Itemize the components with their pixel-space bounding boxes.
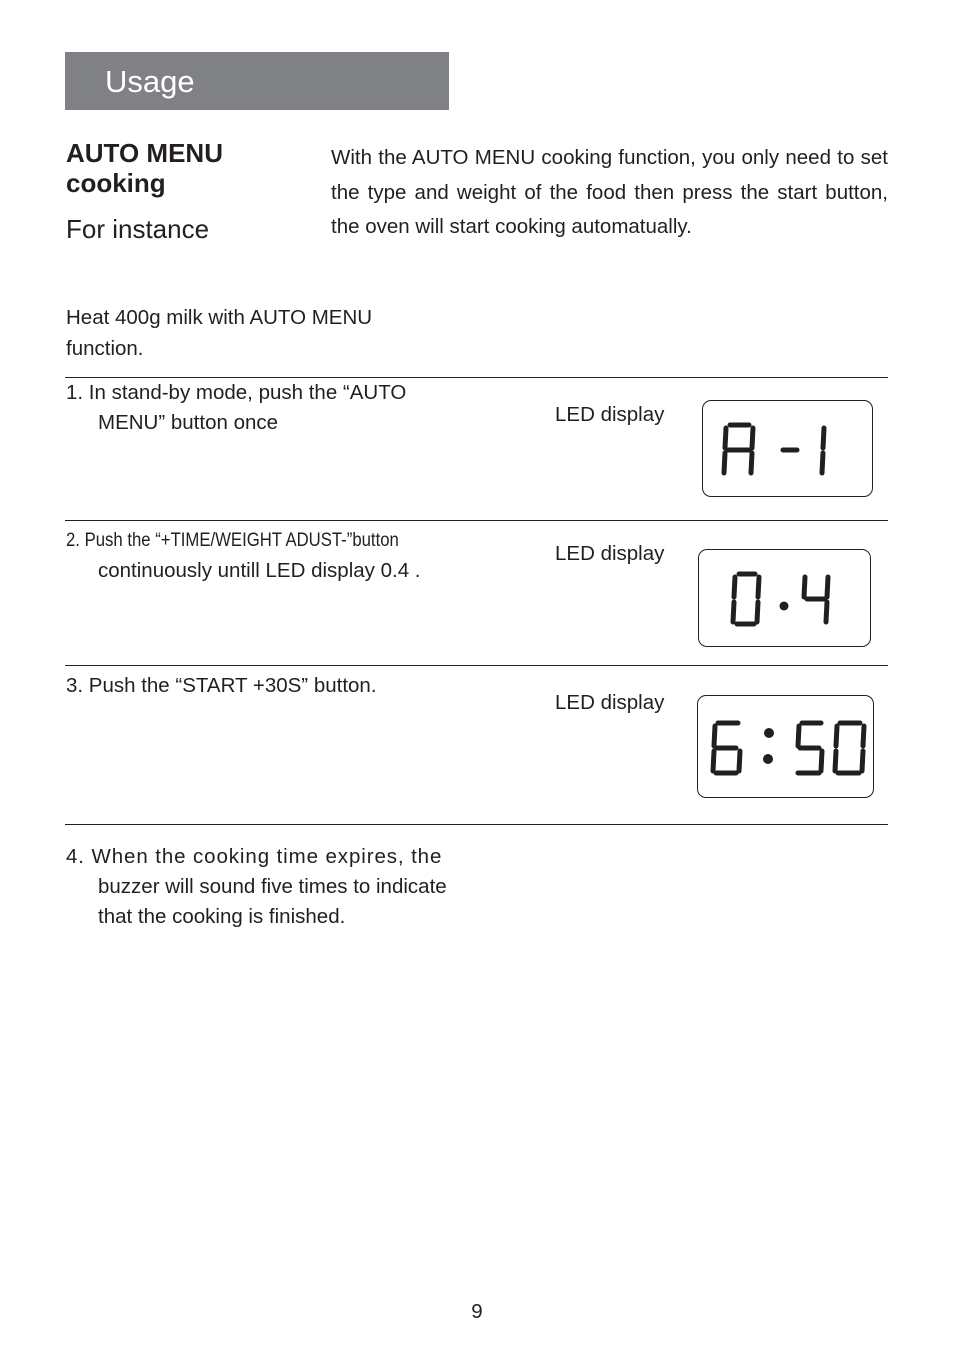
header-title: Usage xyxy=(105,64,195,99)
section-header-bar xyxy=(65,52,449,110)
led-digits xyxy=(703,401,872,496)
led-digits xyxy=(699,550,870,646)
step-4-line-2: buzzer will sound five times to indicate xyxy=(98,875,447,898)
subheading: For instance xyxy=(66,214,210,244)
step-2 xyxy=(66,525,496,586)
intro-paragraph: With the AUTO MENU cooking function, you only need to set the type and weight of the food then press the start button, the oven will start cooking automatually. xyxy=(331,146,888,238)
section-title: AUTO MENU cooking xyxy=(66,138,223,198)
step-2-line-2: continuously untill LED display 0.4 . xyxy=(98,559,421,582)
divider xyxy=(65,520,888,521)
step-1-line-2: MENU” button once xyxy=(98,411,279,434)
step-3 xyxy=(66,671,496,701)
step-4-line-1: 4. When the cooking time expires, the xyxy=(66,845,443,868)
divider xyxy=(65,665,888,666)
led-label: LED display xyxy=(555,542,665,565)
divider xyxy=(65,824,888,825)
led-display-a1 xyxy=(702,400,873,497)
led-label: LED display xyxy=(555,691,665,714)
step-4-line-3: that the cooking is finished. xyxy=(98,905,346,928)
example-text: Heat 400g milk with AUTO MENU function. xyxy=(66,306,373,360)
led-label: LED display xyxy=(555,403,665,426)
step-3-line-1: 3. Push the “START +30S” button. xyxy=(66,674,377,697)
led-display-650 xyxy=(697,695,874,798)
step-1 xyxy=(66,378,496,438)
step-1-line-1: 1. In stand-by mode, push the “AUTO xyxy=(66,381,407,404)
step-4 xyxy=(66,842,478,932)
page-number: 9 xyxy=(471,1300,483,1323)
led-digits xyxy=(698,696,873,797)
step-2-line-1: 2. Push the “+TIME/WEIGHT ADUST-”button xyxy=(66,530,399,551)
led-display-04 xyxy=(698,549,871,647)
